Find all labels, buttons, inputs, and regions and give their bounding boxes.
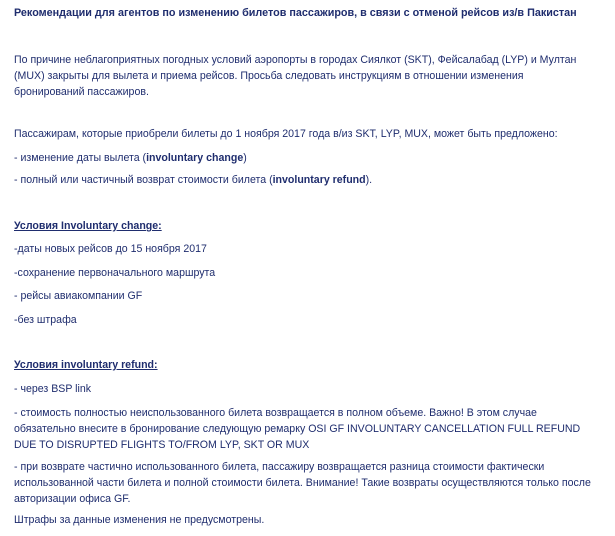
- refund-condition-item: - стоимость полностью неиспользованного билета возвращается в полном объеме. Важно! В этом случае обязательно внесите в бронирование следующую ремарку OSI GF INVOLUNTARY CANCELLATION FULL REFUND DUE TO DISRUPTED FLIGHTS TO/FROM LYP, SKT OR MUX: [14, 407, 581, 451]
- change-condition-item: - рейсы авиакомпании GF: [14, 290, 143, 302]
- offer-item-refund: [14, 172, 594, 188]
- refund-conditions-heading: Условия involuntary refund:: [14, 359, 158, 371]
- document-title: Рекомендации для агентов по изменению билетов пассажиров, в связи с отменой рейсов из/в Пакистан: [14, 7, 577, 19]
- offer-lead: Пассажирам, которые приобрели билеты до 1 ноября 2017 года в/из SKT, LYP, MUX, может быть предложено:: [14, 128, 558, 140]
- change-condition-item: -даты новых рейсов до 15 ноября 2017: [14, 243, 207, 255]
- offer-item-change-suffix: ): [243, 152, 247, 164]
- offer-item-change: [14, 150, 594, 166]
- refund-condition-item: - при возврате частично использованного билета, пассажиру возвращается разница стоимости фактически использованной части билета и полной стоимости билета. Внимание! Такие возвраты осуществляются только после авторизации офиса GF.: [14, 461, 591, 505]
- intro-paragraph: По причине неблагоприятных погодных условий аэропорты в городах Сиялкот (SKT), Фейсалабад (LYP) и Мултан (MUX) закрыты для вылета и приема рейсов. Просьба следовать инструкциям в отношении изменения бронирований пассажиров.: [14, 54, 577, 98]
- offer-item-refund-suffix: ).: [365, 174, 373, 186]
- offer-item-refund-prefix: - полный или частичный возврат стоимости билета (: [14, 174, 273, 186]
- refund-condition-item: - через BSP link: [14, 383, 92, 395]
- change-conditions-heading: Условия Involuntary change:: [14, 220, 162, 232]
- offer-item-refund-term: involuntary refund: [272, 174, 366, 186]
- change-condition-item: -без штрафа: [14, 314, 77, 326]
- offer-item-change-prefix: - изменение даты вылета (: [14, 152, 147, 164]
- change-condition-item: -сохранение первоначального маршрута: [14, 267, 216, 279]
- penalties-note: Штрафы за данные изменения не предусмотрены.: [14, 514, 265, 526]
- offer-item-change-term: involuntary change: [146, 152, 244, 164]
